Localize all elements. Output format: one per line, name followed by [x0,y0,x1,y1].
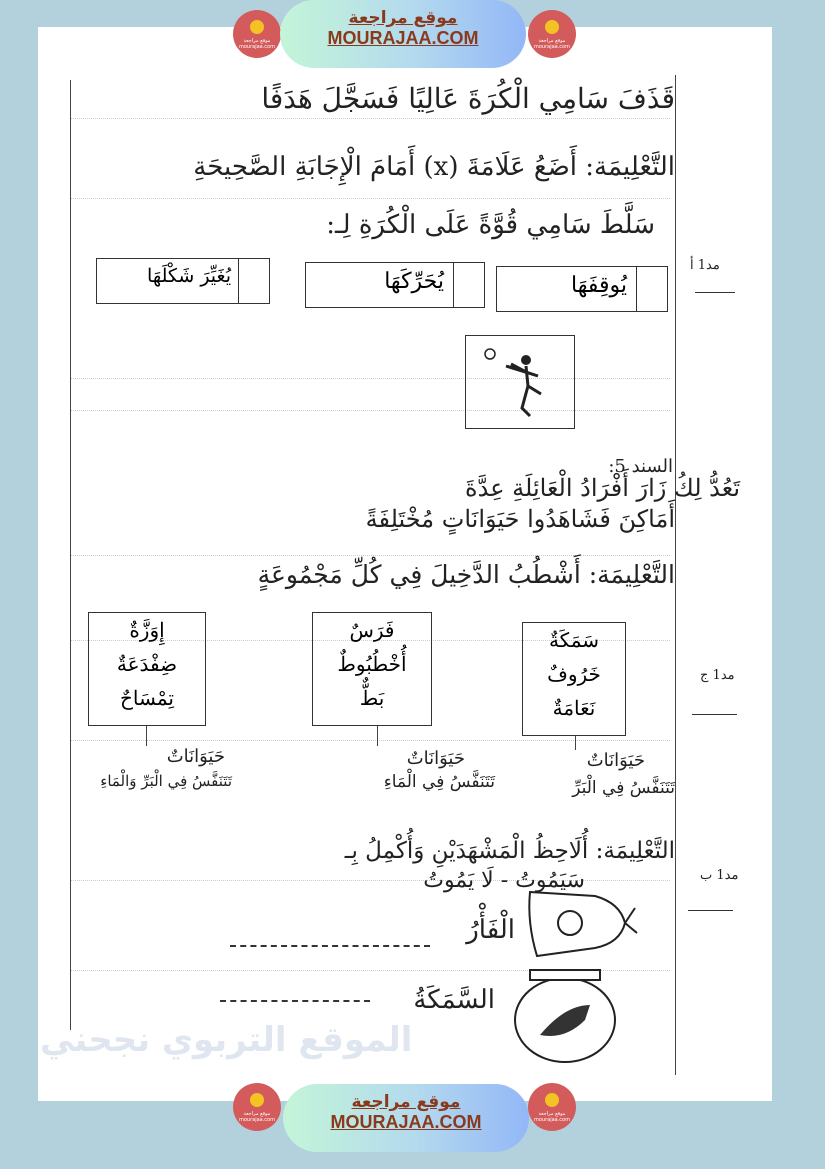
instruction-text: التَّعْلِيمَة: أُلَاحِظُ الْمَشْهَدَيْنِ وَأُكْمِلُ بِـ [344,838,675,864]
margin-criterion-label: مد1 أ [690,258,720,273]
group-items [523,623,625,725]
group-item[interactable]: ضِفْدَعَةٌ [116,652,178,676]
fish-bowl-icon [510,965,620,1065]
question-text: سَلَّطَ سَامِي قُوَّةً عَلَى الْكُرَةِ لِـ: [326,210,655,240]
score-blank [688,896,733,911]
group-caption: تَتَنَفَّسُ فِي الْبَرِّ [572,778,675,798]
left-margin-line [70,80,71,1030]
group-caption: حَيَوَانَاتٌ [166,746,225,767]
group-item[interactable]: نَعَامَةٌ [552,696,596,720]
group-item[interactable]: خَرُوفٌ [547,662,601,686]
word-choices: سَيَمُوتُ - لَا يَمُوتُ [423,868,585,893]
group-caption: تَتَنَفَّسُ فِي الْبَرِّ وَالْمَاءِ [100,772,232,790]
answer-blank-1[interactable] [230,945,430,947]
ruling-line [70,740,670,741]
option-label: يُغَيِّرَ شَكْلَهَا [147,265,231,287]
group-caption: حَيَوَانَاتٌ [406,748,465,769]
arrow-connector [575,736,576,750]
football-player-illustration [465,335,575,429]
score-blank [695,278,735,293]
instruction-text: التَّعْلِيمَة: أَضَعُ عَلَامَةَ (x) أَمَامَ الْإِجَابَةِ الصَّحِيحَةِ [193,152,675,182]
group-item[interactable]: تِمْسَاحٌ [120,686,174,710]
ruling-line [70,118,670,119]
animal-group-box-3[interactable] [88,612,206,726]
right-margin-line [675,75,676,1075]
passage-text: أَمَاكِنَ فَشَاهَدُوا حَيَوَانَاتٍ مُخْتَلِفَةً [365,505,675,533]
ruling-line [70,410,670,411]
logo-badge-right: موقع مراجعة mourajaa.com [528,1083,576,1131]
margin-criterion-label: مد1 ب [700,868,739,883]
score-blank [692,700,737,715]
banner-latin[interactable]: MOURAJAA.COM [330,1112,482,1132]
logo-badge-left: موقع مراجعة mourajaa.com [233,10,281,58]
group-caption: تَتَنَفَّسُ فِي الْمَاءِ [383,772,495,792]
sentence-subject: السَّمَكَةُ [413,985,495,1015]
instruction-text: التَّعْلِيمَة: أَشْطُبُ الدَّخِيلَ فِي كُلِّ مَجْمُوعَةٍ [257,560,675,589]
sentence-subject: الْفَأْرُ [466,915,515,945]
group-item[interactable]: إِوَزَّةٌ [129,618,165,642]
option-box-1[interactable] [496,266,668,312]
option-label: يُوقِفَهَا [571,273,627,298]
option-box-3[interactable] [96,258,270,304]
kicking-boy-icon [466,336,574,428]
checkbox-cell[interactable] [636,267,667,311]
group-items [89,613,205,715]
group-item[interactable]: فَرَسٌ [349,618,395,642]
passage-text: تَعُدُّ لِكُ زَارَ أَفْرَادُ الْعَائِلَةِ عِدَّةَ [465,474,740,502]
section-title: السند 5: [608,456,673,477]
watermark: الموقع التربوي نجحني [40,1020,413,1060]
option-label: يُحَرِّكَهَا [384,269,444,294]
header-banner[interactable] [280,0,526,68]
sentence-text: قَذَفَ سَامِي الْكُرَةَ عَالِيًا فَسَجَّلَ هَدَفًا [261,82,675,115]
mouse-in-bag-icon [525,888,640,958]
footer-banner[interactable] [283,1084,529,1152]
arrow-connector [146,726,147,746]
banner-arabic: موقع مراجعة [348,8,458,28]
checkbox-cell[interactable] [453,263,484,307]
margin-criterion-label: مد1 ج [700,668,735,683]
animal-group-box-1[interactable] [522,622,626,736]
option-box-2[interactable] [305,262,485,308]
ruling-line [70,555,670,556]
ruling-line [70,378,670,379]
answer-blank-2[interactable] [220,1000,370,1002]
arrow-connector [377,726,378,746]
animal-group-box-2[interactable] [312,612,432,726]
ruling-line [70,198,670,199]
group-items [313,613,431,715]
logo-badge-right: موقع مراجعة mourajaa.com [528,10,576,58]
logo-badge-left: موقع مراجعة mourajaa.com [233,1083,281,1131]
group-caption: حَيَوَانَاتٌ [586,750,645,771]
group-item[interactable]: سَمَكَةٌ [548,628,600,652]
checkbox-cell[interactable] [238,259,269,303]
group-item[interactable]: بَطٌّ [359,686,385,710]
banner-latin[interactable]: MOURAJAA.COM [327,28,479,48]
banner-arabic: موقع مراجعة [351,1092,461,1112]
group-item[interactable]: أُخْطُبُوطٌ [337,652,407,676]
